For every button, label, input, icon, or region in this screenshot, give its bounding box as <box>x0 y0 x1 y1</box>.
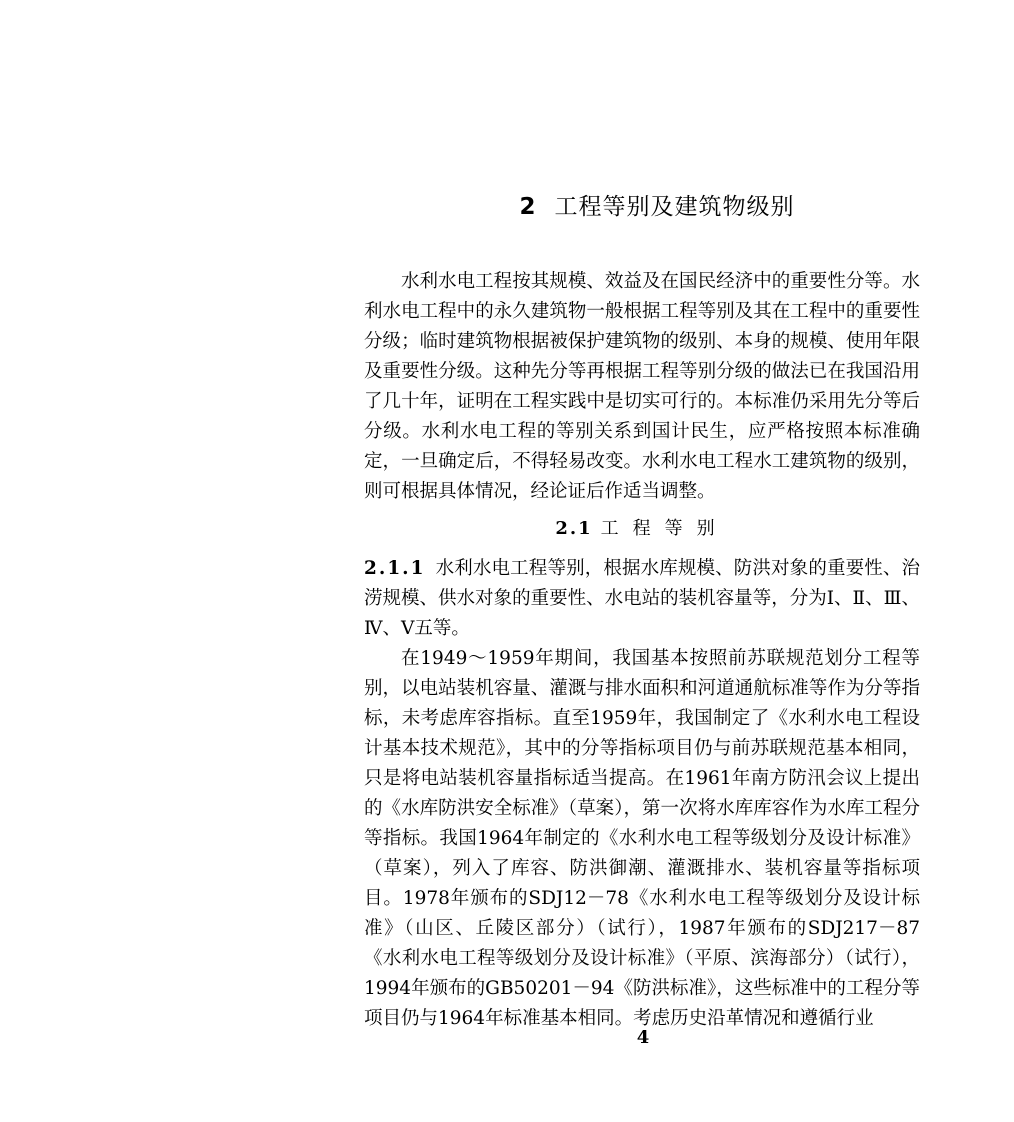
clause-paragraph <box>364 554 920 644</box>
clause-text: 水利水电工程等别，根据水库规模、防洪对象的重要性、治涝规模、供水对象的重要性、水电站的装机容量等，分为Ⅰ、Ⅱ、Ⅲ、Ⅳ、Ⅴ五等。 <box>364 558 920 639</box>
chapter-number: 2 <box>519 194 537 220</box>
section-title: 工程等别 <box>600 518 729 539</box>
history-paragraph: 在1949～1959年期间，我国基本按照前苏联规范划分工程等别，以电站装机容量、灌溉与排水面积和河道通航标准等作为分等指标，未考虑库容指标。直至1959年，我国制定了《水利水电工程设计基本技术规范》，其中的分等指标项目仍与前苏联规范基本相同，只是将电站装机容量指标适当提高。在1961年南方防汛会议上提出的《水库防洪安全标准》（草案），第一次将水库库容作为水库工程分等指标。我国1964年制定的《水利水电工程等级划分及设计标准》（草案），列入了库容、防洪御潮、灌溉排水、装机容量等指标项目。1978年颁布的SDJ12－78《水利水电工程等级划分及设计标准》（山区、丘陵区部分）（试行），1987年颁布的SDJ217－87《水利水电工程等级划分及设计标准》（平原、滨海部分）（试行），1994年颁布的GB50201－94《防洪标准》，这些标准中的工程分等项目仍与1964年标准基本相同。考虑历史沿革情况和遵循行业 <box>364 648 920 1029</box>
section-number: 2.1 <box>555 518 593 539</box>
chapter-title <box>364 185 920 229</box>
intro-paragraph: 水利水电工程按其规模、效益及在国民经济中的重要性分等。水利水电工程中的永久建筑物一般根据工程等别及其在工程中的重要性分级；临时建筑物根据被保护建筑物的级别、本身的规模、使用年限及重要性分级。这种先分等再根据工程等别分级的做法已在我国沿用了几十年，证明在工程实践中是切实可行的。本标准仍采用先分等后分级。水利水电工程的等别关系到国计民生，应严格按照本标准确定，一旦确定后，不得轻易改变。水利水电工程水工建筑物的级别，则可根据具体情况，经论证后作适当调整。 <box>364 271 920 502</box>
clause-number: 2.1.1 <box>364 558 426 579</box>
section-heading <box>364 514 920 544</box>
page-number: 4 <box>636 1027 650 1048</box>
chapter-title-text: 工程等别及建筑物级别 <box>554 194 795 220</box>
page-body <box>364 185 920 1034</box>
